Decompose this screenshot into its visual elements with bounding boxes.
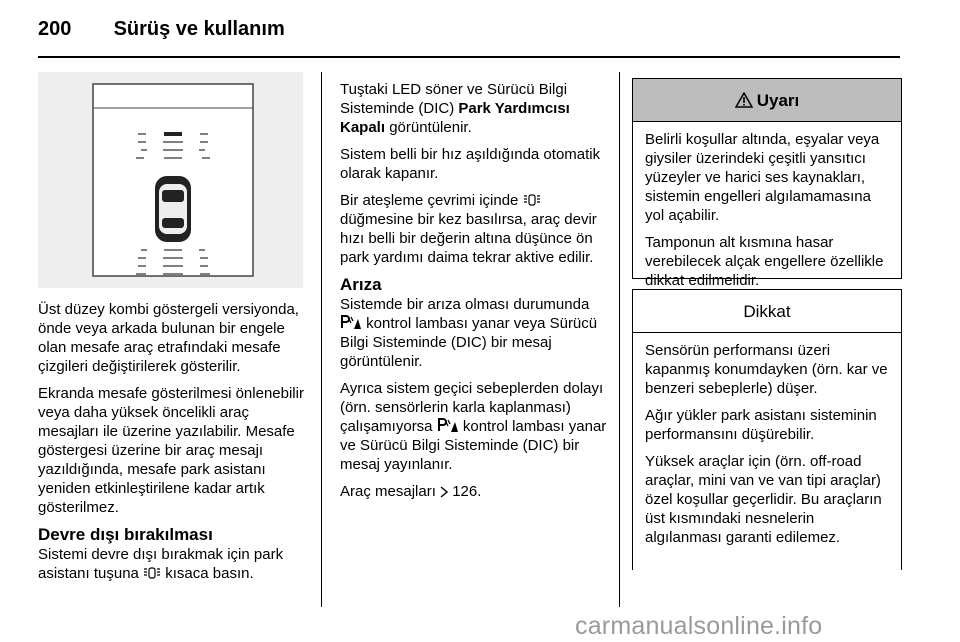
warning-box	[632, 78, 902, 289]
paragraph: Ekranda mesafe gösterilmesi önlenebilir veya daha yüksek öncelikli araç mesajları ile üzerine yazılabilir. Mesafe göstergesi üzerine bir araç mesajı yazıldığında, mesafe park asistanı yeniden etkinleştirilene kadar artık gösterilmez.	[38, 385, 304, 516]
column-middle	[340, 80, 610, 509]
warning-title: Uyarı	[756, 90, 800, 110]
warning-box-header	[633, 79, 901, 122]
park-assist-warning-light-icon	[340, 314, 362, 330]
paragraph: Sistem belli bir hız aşıldığında otomatik olarak kapanır.	[340, 146, 601, 182]
paragraph: Sistemi devre dışı bırakmak için park asistanı tuşuna kısaca basın.	[38, 546, 284, 582]
paragraph: Ağır yükler park asistanı sisteminin performansını düşürebilir.	[645, 407, 877, 443]
caution-box	[632, 289, 902, 570]
car-top-view-icon	[155, 176, 191, 242]
park-assist-warning-light-icon	[437, 417, 459, 433]
paragraph: Üst düzey kombi göstergeli versiyonda, önde veya arkada bulunan bir engele olan mesafe araç etrafındaki mesafe çizgileri değiştirilerek gösterilir.	[38, 301, 299, 375]
column-divider	[321, 72, 322, 607]
park-assist-button-icon	[523, 193, 541, 207]
column-left	[38, 300, 306, 591]
paragraph: Bir ateşleme çevrimi içinde düğmesine bir kez basılırsa, araç devir hızı belli bir değerin altına düşünce ön park yardımı daima tekrar aktive edilir.	[340, 192, 597, 266]
caution-title: Dikkat	[743, 301, 791, 321]
page-reference-link[interactable]: 126.	[452, 483, 482, 500]
park-assist-display-figure	[38, 72, 303, 288]
paragraph: Tamponun alt kısmına hasar verebilecek alçak engellere özellikle dikkat edilmelidir.	[645, 234, 884, 289]
paragraph: Ayrıca sistem geçici sebeplerden dolayı (örn. sensörlerin karla kaplanması) çalışamıyorsa kontrol lambası yanar ve Sürücü Bilgi Sisteminde (DIC) bir mesaj yayınlanır.	[340, 380, 607, 473]
caution-box-header	[633, 290, 901, 333]
paragraph: Tuştaki LED söner ve Sürücü Bilgi Sisteminde (DIC) Park Yardımcısı Kapalı görüntülenir.	[340, 81, 570, 136]
page-reference-arrow-icon	[440, 486, 448, 498]
page-number: 200	[38, 18, 72, 40]
section-heading-deactivation: Devre dışı bırakılması	[38, 525, 213, 544]
paragraph: Sensörün performansı üzeri kapanmış konumdayken (örn. kar ve benzeri sebeplerle) düşer.	[645, 342, 888, 397]
park-assist-display-illustration	[38, 72, 303, 288]
dic-message-park-assist-off: Park Yardımcısı Kapalı	[340, 100, 570, 136]
column-divider	[619, 72, 620, 607]
page-header	[38, 18, 285, 41]
paragraph: Sistemde bir arıza olması durumunda kontrol lambası yanar veya Sürücü Bilgi Sisteminde (DIC) bir mesaj görüntülenir.	[340, 296, 598, 370]
header-rule	[38, 56, 900, 58]
page-title: Sürüş ve kullanım	[113, 18, 285, 40]
section-heading-fault: Arıza	[340, 275, 382, 294]
warning-triangle-icon	[735, 92, 753, 108]
watermark: carmanualsonline.info	[575, 612, 823, 640]
paragraph: Araç mesajları 126.	[340, 483, 482, 500]
park-assist-button-icon	[143, 566, 161, 580]
paragraph: Belirli koşullar altında, eşyalar veya giysiler üzerindeki çeşitli yansıtıcı yüzeyler ve harici ses kaynakları, sistemin engelleri algılamamasına yol açabilir.	[645, 131, 880, 224]
paragraph: Yüksek araçlar için (örn. off-road araçlar, mini van ve van tipi araçlar) özel koşullar geçerlidir. Bu araçların üst kısmındaki nesnelerin algılanması garanti edilemez.	[645, 453, 882, 546]
